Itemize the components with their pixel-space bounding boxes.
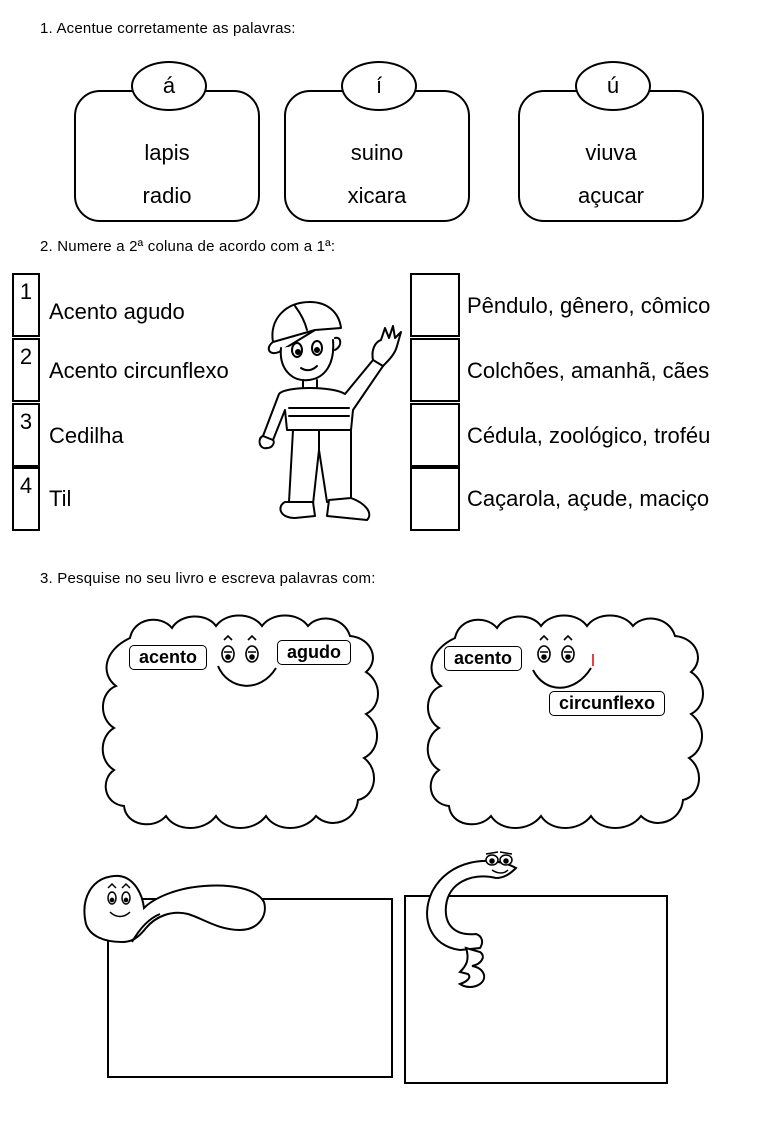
item-cedilha: Cedilha — [49, 423, 124, 448]
answer-box-4[interactable] — [410, 467, 460, 531]
right-item-4: Caçarola, açude, maciço — [467, 486, 710, 511]
word-suino[interactable]: suino — [350, 140, 404, 165]
word-lapis[interactable]: lapis — [144, 140, 190, 165]
tag-acento-2: acento — [444, 646, 522, 671]
question-3-title: 3. Pesquise no seu livro e escreva palavras com: — [40, 570, 376, 587]
number-cell-4: 4 — [12, 467, 40, 531]
right-item-2: Colchões, amanhã, cães — [467, 358, 710, 383]
accent-bubble-u: ú — [575, 61, 651, 111]
right-item-1: Pêndulo, gênero, cômico — [467, 293, 711, 318]
item-acento-circunflexo: Acento circunflexo — [49, 358, 229, 383]
accent-bubble-i: í — [341, 61, 417, 111]
right-item-3: Cédula, zoológico, troféu — [467, 423, 711, 448]
waving-boy-illustration — [255, 290, 405, 530]
word-xicara[interactable]: xicara — [347, 183, 407, 208]
answer-box-1[interactable] — [410, 273, 460, 337]
word-viuva[interactable]: viuva — [585, 140, 637, 165]
item-acento-agudo: Acento agudo — [49, 299, 185, 324]
answer-box-3[interactable] — [410, 403, 460, 467]
question-2-title: 2. Numere a 2ª coluna de acordo com a 1ª: — [40, 238, 336, 255]
item-til: Til — [49, 486, 72, 511]
tag-agudo: agudo — [277, 640, 351, 665]
number-cell-2: 2 — [12, 338, 40, 402]
tag-acento-1: acento — [129, 645, 207, 670]
cedilha-character-icon — [420, 848, 545, 993]
word-radio[interactable]: radio — [142, 183, 192, 208]
number-cell-1: 1 — [12, 273, 40, 337]
number-cell-3: 3 — [12, 403, 40, 467]
til-character-icon — [80, 858, 270, 948]
tag-circunflexo: circunflexo — [549, 691, 665, 716]
word-acucar[interactable]: açucar — [577, 183, 645, 208]
accent-bubble-a: á — [131, 61, 207, 111]
answer-box-2[interactable] — [410, 338, 460, 402]
question-1-title: 1. Acentue corretamente as palavras: — [40, 20, 296, 37]
accent-face-icon — [218, 634, 266, 668]
accent-face-icon-2 — [534, 634, 582, 668]
